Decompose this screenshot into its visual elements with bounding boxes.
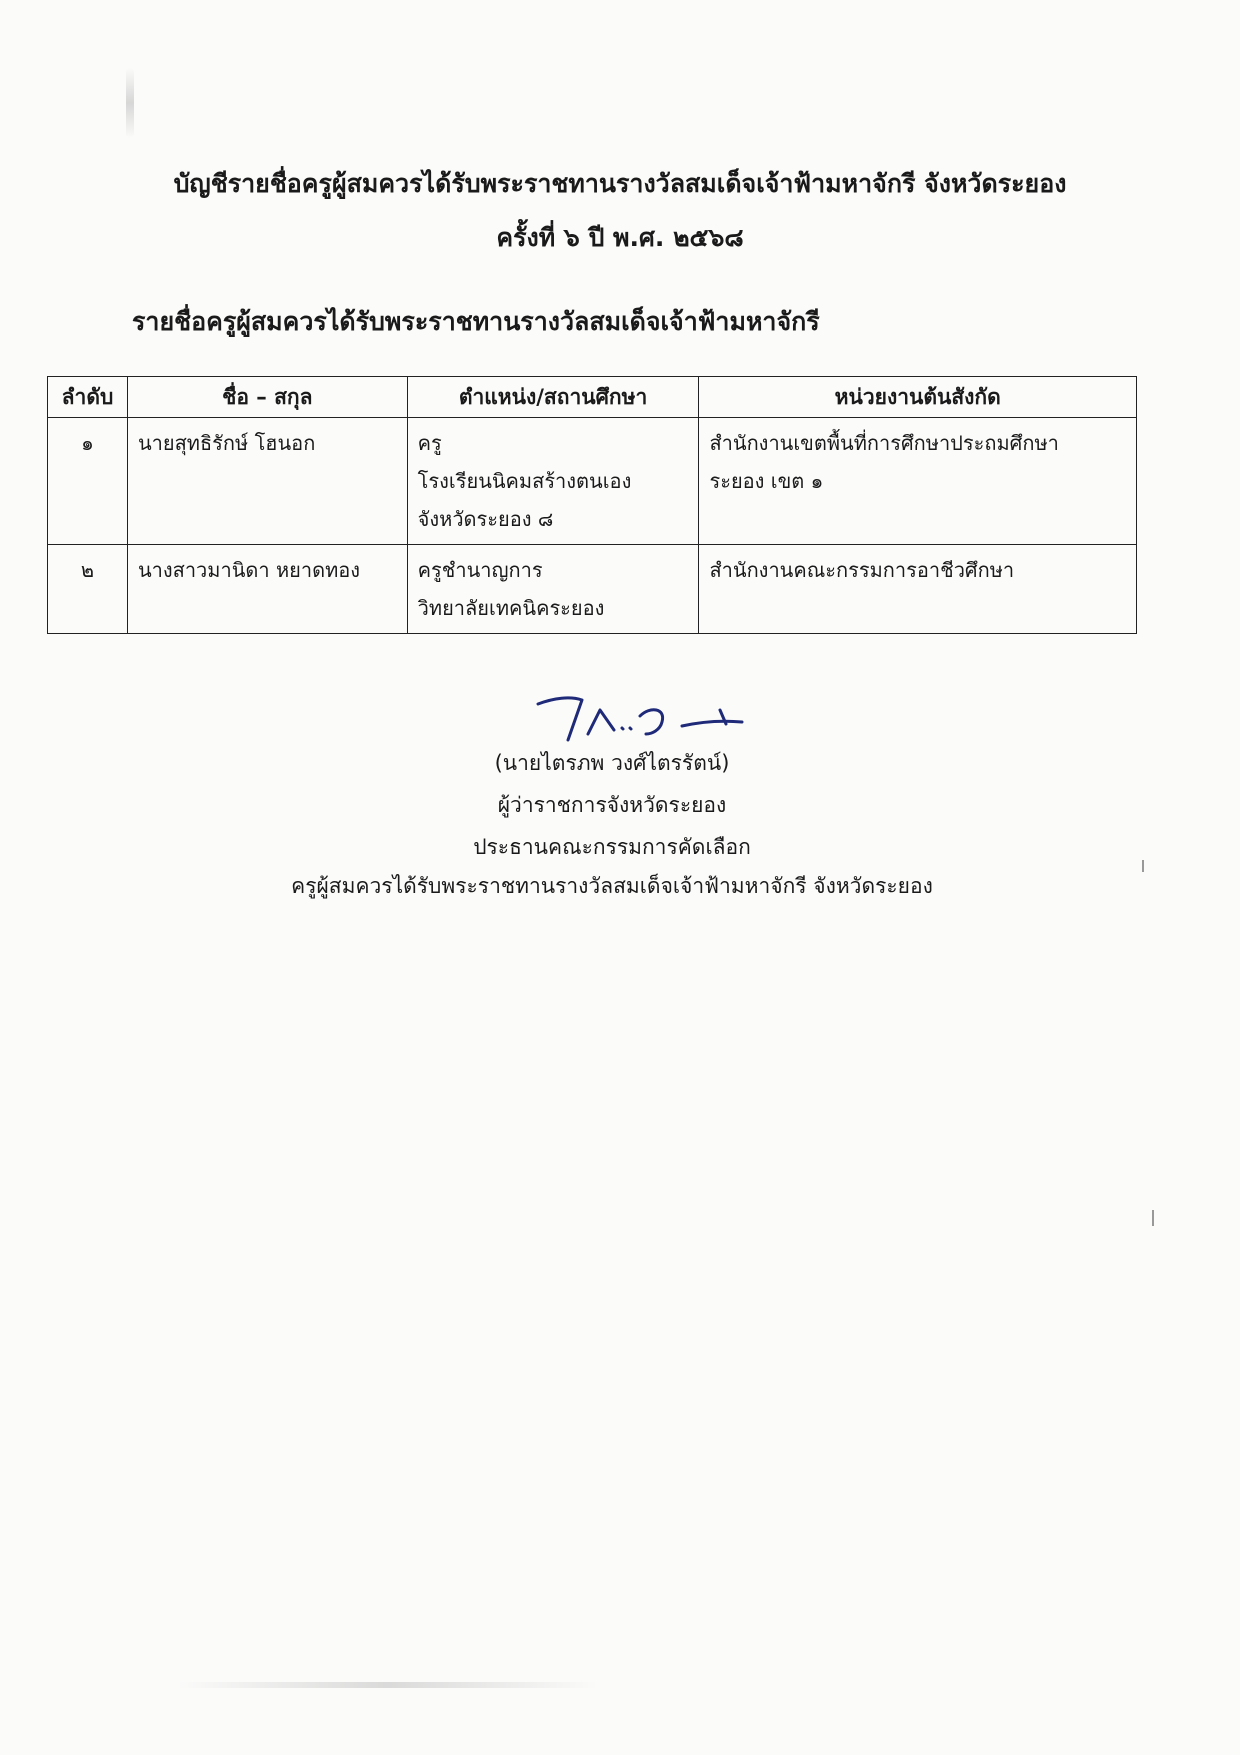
table-header-row (48, 377, 1137, 418)
document-title-line2: ครั้งที่ ๖ ปี พ.ศ. ๒๕๖๘ (496, 223, 744, 252)
header-agency: หน่วยงานต้นสังกัด (699, 377, 1137, 418)
committee-title: ประธานคณะกรรมการคัดเลือก (473, 835, 751, 859)
row-position (407, 545, 699, 634)
position-line: ครู (417, 431, 442, 455)
scan-speck (1152, 1210, 1154, 1226)
section-heading: รายชื่อครูผู้สมควรได้รับพระราชทานรางวัลสมเด็จเจ้าฟ้ามหาจักรี (132, 307, 820, 336)
table-row (48, 418, 1137, 545)
position-line: ครูชำนาญการ (417, 558, 543, 582)
scan-artifact (126, 68, 134, 138)
document-title-line1: บัญชีรายชื่อครูผู้สมควรได้รับพระราชทานรางวัลสมเด็จเจ้าฟ้ามหาจักรี จังหวัดระยอง (173, 169, 1067, 198)
header-position: ตำแหน่ง/สถานศึกษา (407, 377, 699, 418)
row-position (407, 418, 699, 545)
row-agency (699, 418, 1137, 545)
awardee-table (47, 376, 1137, 634)
row-agency (699, 545, 1137, 634)
signatory-name: (นายไตรภพ วงศ์ไตรรัตน์) (494, 751, 730, 775)
row-name: นางสาวมานิดา หยาดทอง (127, 545, 407, 634)
scan-speck (1142, 860, 1144, 872)
position-line: จังหวัดระยอง ๘ (417, 507, 554, 531)
row-name: นายสุทธิรักษ์ โฮนอก (127, 418, 407, 545)
header-order: ลำดับ (48, 377, 128, 418)
scan-artifact (178, 1682, 598, 1688)
row-order: ๑ (48, 418, 128, 545)
row-order: ๒ (48, 545, 128, 634)
agency-line: ระยอง เขต ๑ (709, 469, 824, 493)
signatory-title: ผู้ว่าราชการจังหวัดระยอง (497, 793, 727, 817)
position-line: โรงเรียนนิคมสร้างตนเอง (417, 469, 632, 493)
committee-subtitle: ครูผู้สมควรได้รับพระราชทานรางวัลสมเด็จเจ้าฟ้ามหาจักรี จังหวัดระยอง (291, 874, 933, 898)
position-line: วิทยาลัยเทคนิคระยอง (417, 596, 605, 620)
table-row (48, 545, 1137, 634)
agency-line: สำนักงานเขตพื้นที่การศึกษาประถมศึกษา (709, 431, 1059, 455)
header-name: ชื่อ – สกุล (127, 377, 407, 418)
agency-line: สำนักงานคณะกรรมการอาชีวศึกษา (709, 558, 1015, 582)
